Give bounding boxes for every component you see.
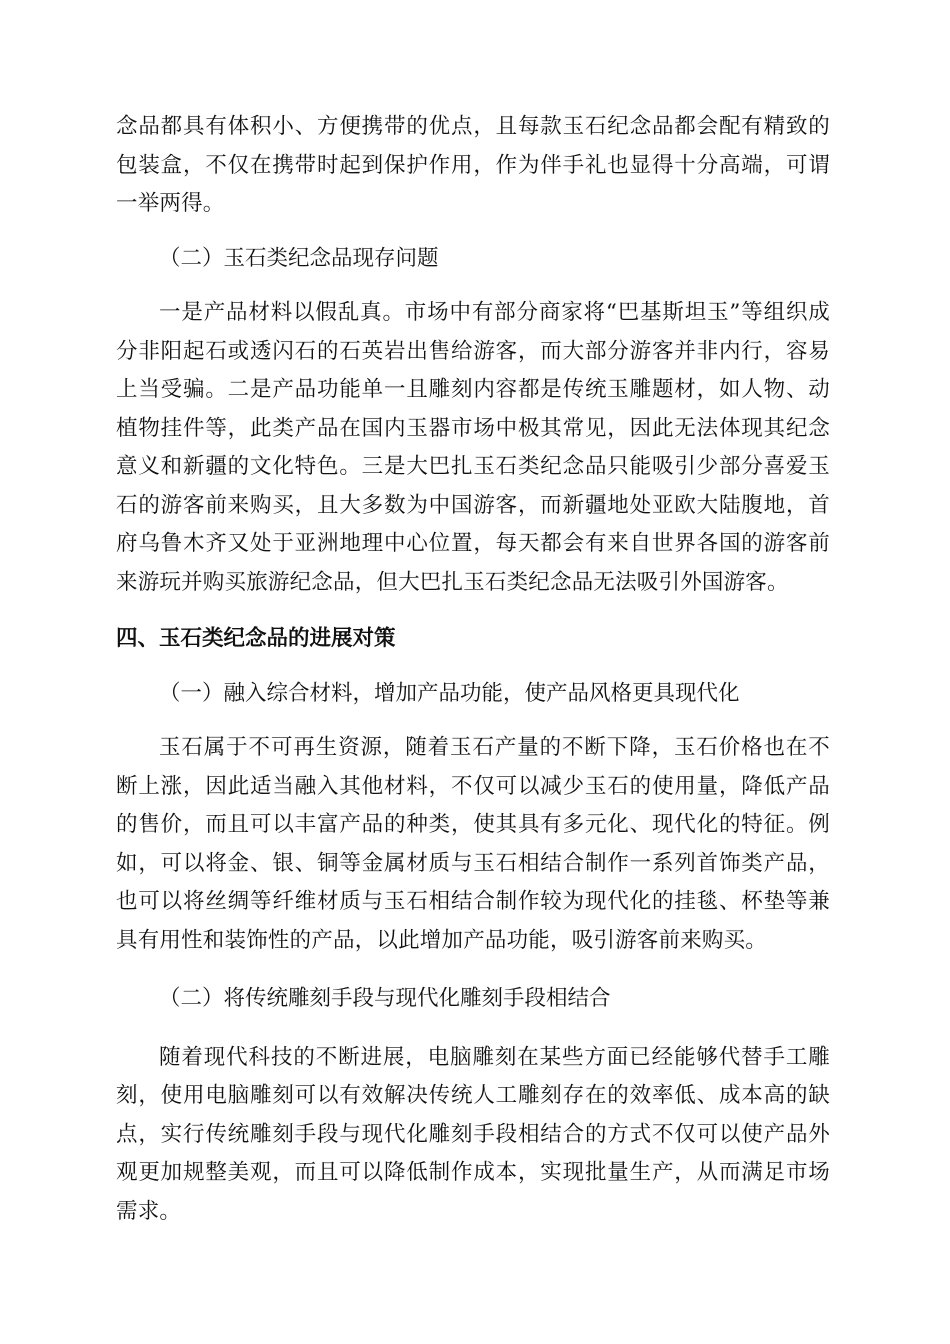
subheading-existing-problems: （二）玉石类纪念品现存问题 [159,245,439,271]
document-body [116,108,830,1231]
paragraph-combine-carving: 随着现代科技的不断进展，电脑雕刻在某些方面已经能够代替手工雕刻，使用电脑雕刻可以有效解决传统人工雕刻存在的效率低、成本高的缺点，实行传统雕刻手段与现代化雕刻手段相结合的方式不仅可以使产品外观更加规整美观，而且可以降低制作成本，实现批量生产，从而满足市场需求。 [116,1044,830,1224]
section-heading-development-strategies: 四、玉石类纪念品的进展对策 [116,626,396,651]
subheading-integrate-materials: （一）融入综合材料，增加产品功能，使产品风格更具现代化 [159,680,740,706]
paragraph-existing-problems: 一是产品材料以假乱真。市场中有部分商家将“巴基斯坦玉”等组织成分非阳起石或透闪石的石英岩出售给游客，而大部分游客并非内行，容易上当受骗。二是产品功能单一且雕刻内容都是传统玉雕题材，如人物、动植物挂件等，此类产品在国内玉器市场中极其常见，因此无法体现其纪念意义和新疆的文化特色。三是大巴扎玉石类纪念品只能吸引少部分喜爱玉石的游客前来购买，且大多数为中国游客，而新疆地处亚欧大陆腹地，首府乌鲁木齐又处于亚洲地理中心位置，每天都会有来自世界各国的游客前来游玩并购买旅游纪念品，但大巴扎玉石类纪念品无法吸引外国游客。 [116,300,830,595]
paragraph-integrate-materials: 玉石属于不可再生资源，随着玉石产量的不断下降，玉石价格也在不断上涨，因此适当融入其他材料，不仅可以减少玉石的使用量，降低产品的售价，而且可以丰富产品的种类，使其具有多元化、现代化的特征。例如，可以将金、银、铜等金属材质与玉石相结合制作一系列首饰类产品，也可以将丝绸等纤维材质与玉石相结合制作较为现代化的挂毯、杯垫等兼具有用性和装饰性的产品，以此增加产品功能，吸引游客前来购买。 [116,735,830,953]
subheading-combine-carving: （二）将传统雕刻手段与现代化雕刻手段相结合 [159,986,611,1011]
paragraph-packaging-continued: 念品都具有体积小、方便携带的优点，且每款玉石纪念品都会配有精致的包装盒，不仅在携带时起到保护作用，作为伴手礼也显得十分高端，可谓一举两得。 [116,114,830,216]
